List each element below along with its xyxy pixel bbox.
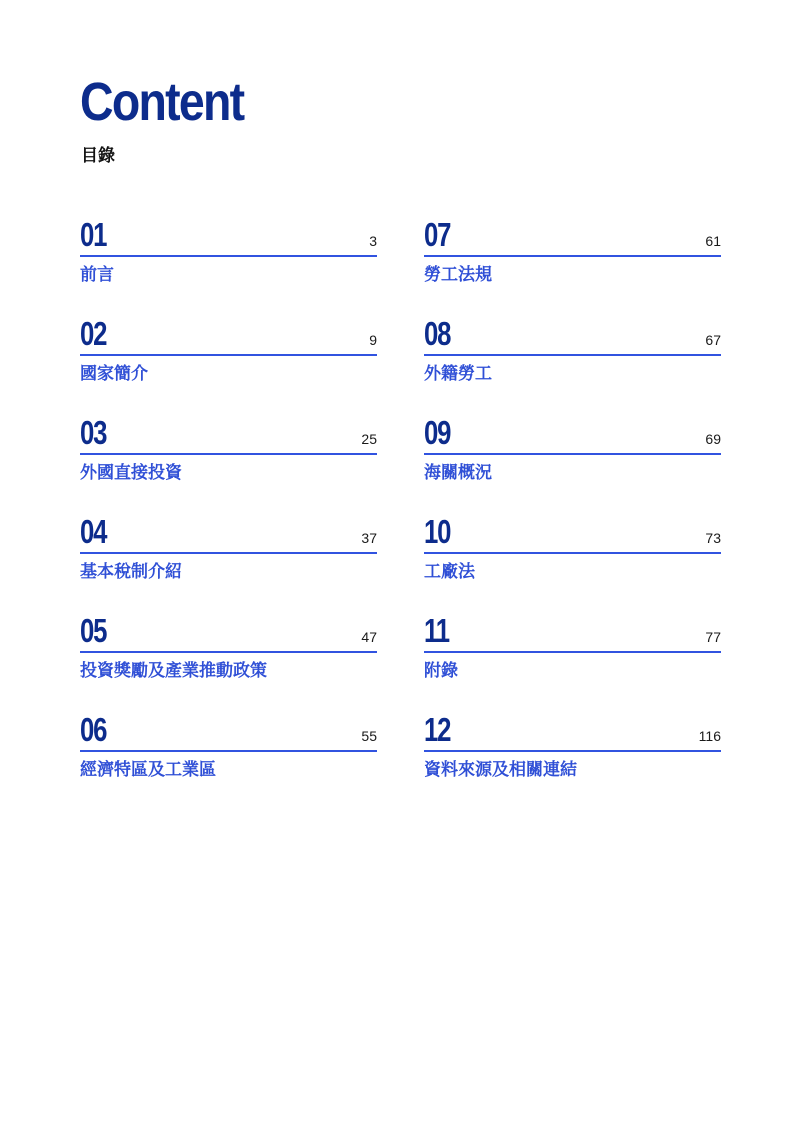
- page-number: 61: [705, 233, 721, 249]
- page-number: 25: [361, 431, 377, 447]
- toc-entry[interactable]: [424, 611, 721, 710]
- chapter-number: 07: [424, 216, 451, 253]
- toc-entry-header: [80, 512, 377, 554]
- chapter-number: 10: [424, 513, 451, 550]
- page-number: 69: [705, 431, 721, 447]
- page-number: 77: [705, 629, 721, 645]
- toc-entry[interactable]: [80, 413, 377, 512]
- chapter-number: 05: [80, 612, 107, 649]
- chapter-title[interactable]: 資料來源及相關連結: [424, 760, 577, 780]
- chapter-title[interactable]: 經濟特區及工業區: [80, 760, 216, 780]
- toc-entry-header: [424, 611, 721, 653]
- page-number: 73: [705, 530, 721, 546]
- toc-entry[interactable]: [80, 710, 377, 809]
- toc-entry-header: [424, 413, 721, 455]
- page-number: 37: [361, 530, 377, 546]
- toc-entry[interactable]: [80, 314, 377, 413]
- chapter-title[interactable]: 基本稅制介紹: [80, 562, 182, 582]
- chapter-number: 01: [80, 216, 107, 253]
- toc-entry-header: [80, 710, 377, 752]
- chapter-title[interactable]: 附錄: [424, 661, 458, 681]
- page-number: 55: [361, 728, 377, 744]
- toc-entry[interactable]: [424, 710, 721, 809]
- chapter-number: 12: [424, 711, 451, 748]
- chapter-title[interactable]: 前言: [80, 265, 114, 285]
- page-number: 3: [369, 233, 377, 249]
- chapter-number: 09: [424, 414, 451, 451]
- chapter-title[interactable]: 國家簡介: [80, 364, 148, 384]
- page-number: 116: [698, 728, 721, 744]
- toc-entry-header: [424, 215, 721, 257]
- chapter-title[interactable]: 工廠法: [424, 562, 475, 582]
- toc-entry-header: [424, 512, 721, 554]
- toc-entry[interactable]: [424, 314, 721, 413]
- chapter-title[interactable]: 勞工法規: [424, 265, 492, 285]
- chapter-title[interactable]: 外國直接投資: [80, 463, 182, 483]
- toc-entry-header: [80, 215, 377, 257]
- chapter-number: 06: [80, 711, 107, 748]
- chapter-title[interactable]: 投資獎勵及產業推動政策: [80, 661, 267, 681]
- chapter-number: 11: [424, 612, 449, 649]
- toc-entry-header: [80, 413, 377, 455]
- toc-entry[interactable]: [80, 512, 377, 611]
- page-number: 9: [369, 332, 377, 348]
- page-subtitle: 目錄: [81, 146, 115, 166]
- page-title: Content: [80, 72, 244, 132]
- chapter-title[interactable]: 海關概況: [424, 463, 492, 483]
- chapter-number: 03: [80, 414, 107, 451]
- chapter-title[interactable]: 外籍勞工: [424, 364, 492, 384]
- page-number: 67: [705, 332, 721, 348]
- toc-column-left: [80, 215, 377, 809]
- toc-entry-header: [424, 710, 721, 752]
- chapter-number: 04: [80, 513, 107, 550]
- toc-entry[interactable]: [424, 413, 721, 512]
- toc-entry[interactable]: [424, 215, 721, 314]
- toc-entry[interactable]: [80, 611, 377, 710]
- chapter-number: 08: [424, 315, 451, 352]
- toc-entry-header: [424, 314, 721, 356]
- toc-entry-header: [80, 611, 377, 653]
- toc-column-right: [424, 215, 721, 809]
- page-number: 47: [361, 629, 377, 645]
- toc-entry[interactable]: [424, 512, 721, 611]
- toc-entry[interactable]: [80, 215, 377, 314]
- chapter-number: 02: [80, 315, 107, 352]
- toc-entry-header: [80, 314, 377, 356]
